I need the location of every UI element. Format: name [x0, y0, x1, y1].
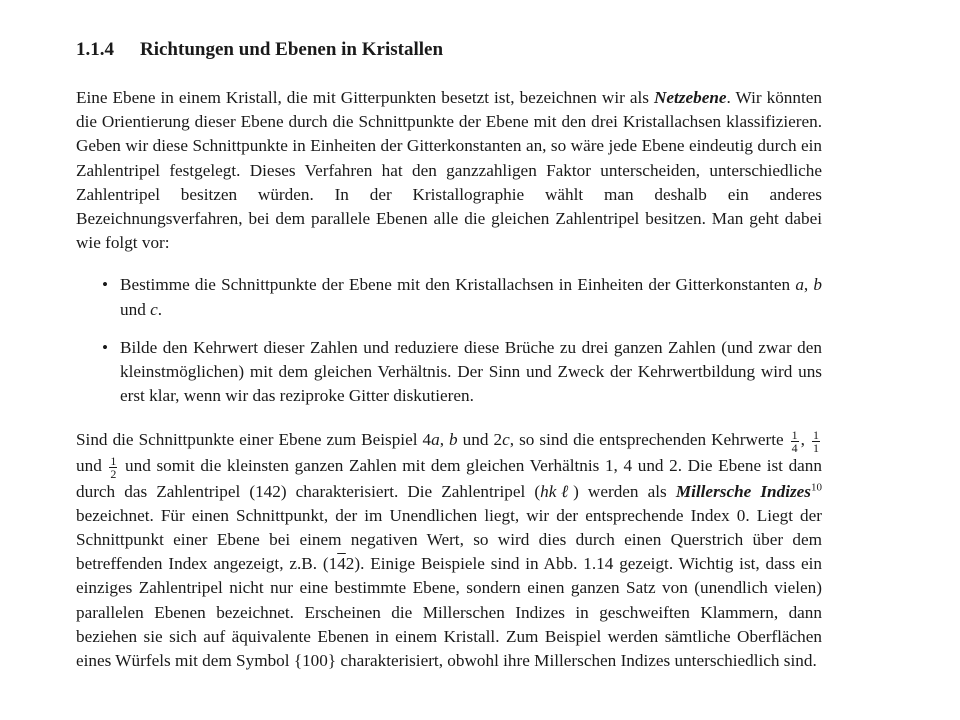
- fraction-numerator: 1: [813, 427, 820, 442]
- var-b: b: [813, 275, 823, 295]
- main-text-3: und 2: [457, 430, 503, 450]
- var-c: c: [150, 299, 158, 319]
- var-a: a: [431, 430, 440, 450]
- term-millersche-indizes: Millersche Indizes: [675, 481, 811, 501]
- fraction-1-2: [109, 455, 117, 480]
- procedure-list: [76, 273, 822, 408]
- var-a: a: [795, 275, 804, 295]
- fraction-1-1: [812, 429, 820, 454]
- main-text-1: Sind die Schnittpunkte einer Ebene zum Beispiel 4: [76, 430, 432, 450]
- hkl-symbol: hkℓ: [540, 481, 574, 501]
- bullet-1-end: .: [157, 299, 163, 319]
- bullet-2-text: Bilde den Kehrwert dieser Zahlen und reduziere diese Brüche zu drei ganzen Zahlen (und zwar den kleinstmöglichen) mit dem gleichen Verhältnis. Der Sinn und Zweck der Kehrwertbildung wird uns erst klar, wenn wir das reziproke Gitter diskutieren.: [120, 337, 822, 406]
- main-text-4: , so sind die entsprechenden Kehrwerte: [509, 430, 789, 450]
- bullet-icon: •: [102, 275, 109, 295]
- intro-paragraph: [76, 86, 822, 255]
- main-text-6: und somit die kleinsten ganzen Zahlen mit dem gleichen Verhältnis 1, 4 und 2. Die Ebene ist dann durch das Zahlentripel (142) charakterisiert. Die Zahlentripel (: [76, 455, 822, 501]
- main-text-7: ) werden als: [573, 481, 676, 501]
- main-text-8: bezeichnet. Für einen Schnittpunkt, der im Unendlichen liegt, wir der entsprechende Index 0. Liegt der Schnittpunkt einer Ebene bei einem negativen Wert, so wird dies durch einen Querstrich über dem betreffenden Index angezeigt, z.B. (1: [76, 505, 822, 574]
- main-paragraph: [76, 428, 822, 673]
- intro-text-1: Eine Ebene in einem Kristall, die mit Gitterpunkten besetzt ist, bezeichnen wir als: [76, 88, 654, 107]
- var-b: b: [449, 430, 458, 450]
- fraction-denominator: 4: [791, 440, 798, 455]
- negative-index: 4: [337, 554, 346, 574]
- bullet-icon: •: [102, 337, 109, 357]
- bullet-1-sep-2: und: [120, 299, 151, 319]
- list-item: [76, 273, 822, 321]
- fraction-denominator: 2: [110, 466, 117, 481]
- term-netzebene: Netzebene: [653, 88, 727, 107]
- bullet-1-text: Bestimme die Schnittpunkte der Ebene mit den Kristallachsen in Einheiten der Gitterkonstanten: [120, 275, 796, 295]
- main-text-2: ,: [439, 430, 450, 450]
- list-item: [76, 336, 822, 409]
- fraction-1-4: [791, 429, 799, 454]
- fraction-denominator: 1: [813, 440, 820, 455]
- intro-text-2: . Wir könnten die Orientierung dieser Ebene durch die Schnittpunkte der Ebene mit den drei Kristallachsen klassifizieren. Geben wir diese Schnittpunkte in Einheiten der Gitterkonstanten an, so wäre jede Ebene eindeutig durch ein Zahlentripel festgelegt. Dieses Verfahren hat den ganzzahligen Faktor unterscheiden, unterschiedliche Zahlentripel besitzen würden. In der Kristallographie wählt man deshalb ein anderes Bezeichnungsverfahren, bei dem parallele Ebenen alle die gleichen Zahlentripel besitzen. Man geht dabei wie folgt vor:: [76, 88, 822, 253]
- footnote-marker: 10: [810, 480, 822, 493]
- var-c: c: [502, 430, 510, 450]
- section-title: Richtungen und Ebenen in Kristallen: [140, 39, 444, 60]
- bullet-1-sep-1: ,: [803, 275, 814, 295]
- section-heading: [76, 36, 822, 64]
- main-text-5: und: [76, 455, 108, 475]
- fraction-separator: ,: [800, 430, 811, 450]
- document-page: [76, 36, 822, 673]
- main-text-9: 2). Einige Beispiele sind in Abb. 1.14 gezeigt. Wichtig ist, dass ein einziges Zahlentripel nicht nur eine bestimmte Ebene, sondern einen ganzen Satz von (unendlich vielen) parallelen Ebenen bezeichnet. Erscheinen die Millerschen Indizes in geschweiften Klammern, dann beziehen sie sich auf äquivalente Ebenen in einem Kristall. Zum Beispiel werden sämtliche Oberflächen eines Würfels mit dem Symbol {100} charakterisiert, obwohl ihre Millerschen Indizes unterschiedlich sind.: [76, 554, 823, 670]
- fraction-numerator: 1: [791, 427, 798, 442]
- fraction-numerator: 1: [110, 453, 117, 468]
- section-number: 1.1.4: [76, 39, 114, 60]
